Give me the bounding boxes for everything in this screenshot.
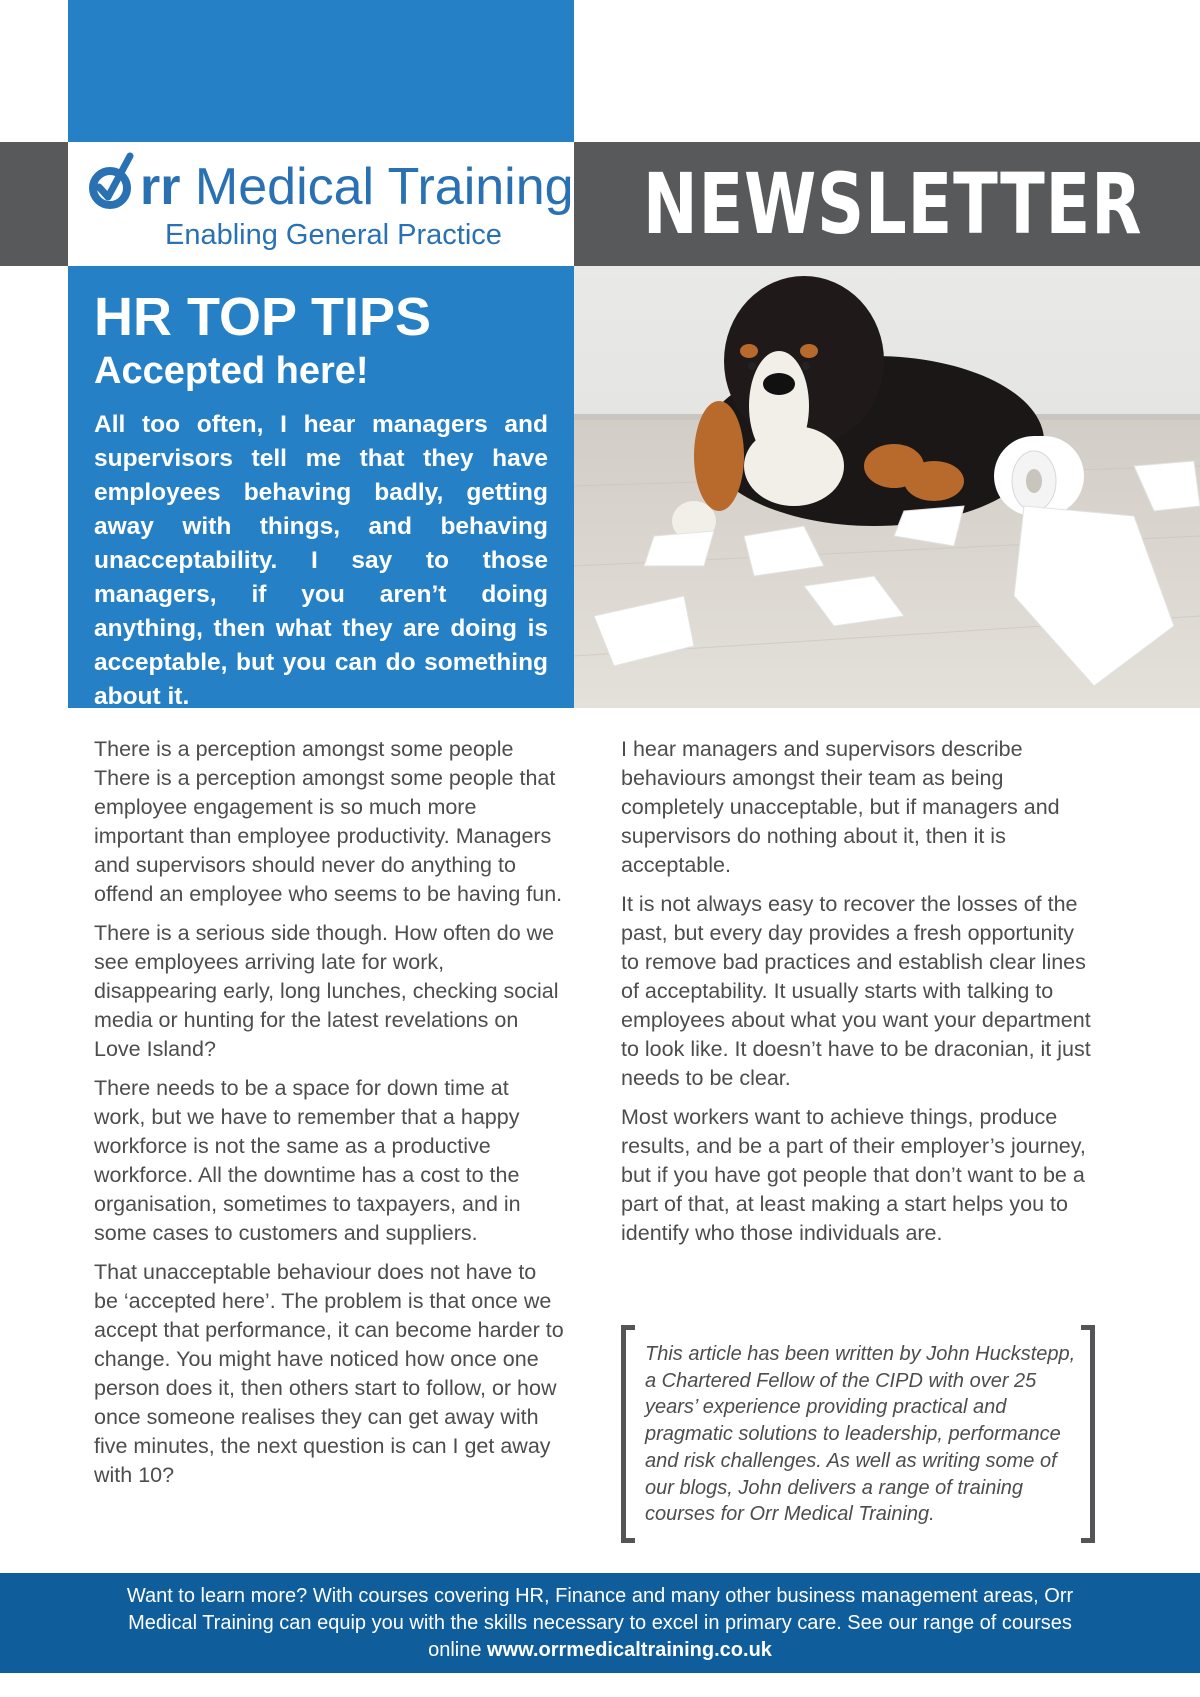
brand-tagline: Enabling General Practice — [165, 219, 502, 251]
hero-subtitle: Accepted here! — [94, 350, 369, 392]
article-paragraph: Most workers want to achieve things, produce results, and be a part of their employer’s journey, but if you have got people that don’t want to be a part of that, at least making a start helps you to identify who those individuals are. — [621, 1105, 1086, 1245]
author-note: This article has been written by John Huckstepp, a Chartered Fellow of the CIPD with over 25 years’ experience providing practical and pragmatic solutions to leadership, performance and risk challenges. As well as writing some of our blogs, John delivers a range of training courses for Orr Medical Training. — [645, 1343, 1076, 1526]
hero-intro: All too often, I hear managers and supervisors tell me that they have employees behaving badly, getting away with things, and behaving unacceptability. I say to those managers, if you aren’t doing anything, then what they are doing is acceptable, but you can do something about it. — [94, 411, 548, 710]
header-grey-band-left — [0, 142, 68, 266]
newsletter-title: NEWSLETTER — [642, 155, 1143, 253]
article-paragraph: There is a perception amongst some people There is a perception amongst some people that employee engagement is so much more important than employee productivity. Managers and supervisors should never do anything to offend an employee who seems to be having fun. — [94, 737, 563, 906]
article-paragraph: It is not always easy to recover the losses of the past, but every day provides a fresh opportunity to remove bad practices and establish clear lines of acceptability. It usually starts with talking to employees about what you want your department to look like. It doesn’t have to be draconian, it just needs to be clear. — [621, 892, 1091, 1090]
hero-title: HR TOP TIPS — [94, 287, 432, 347]
bernese-puppy-with-toilet-paper-photo — [574, 266, 1200, 708]
article-paragraph: That unacceptable behaviour does not have to be ‘accepted here’. The problem is that once we accept that performance, it can become harder to change. You might have noticed how once one person does it, then others start to follow, or how once someone realises they can get away with five minutes, the next question is can I get away with 10? — [94, 1260, 564, 1487]
article-paragraph: I hear managers and supervisors describe behaviours amongst their team as being completely unacceptable, but if managers and supervisors do nothing about it, then it is acceptable. — [621, 737, 1060, 877]
brand-name-rest: Medical Training — [180, 158, 574, 216]
article-paragraph: There needs to be a space for down time at work, but we have to remember that a happy workforce is not the same as a productive workforce. All the downtime has a cost to the organisation, sometimes to taxpayers, and in some cases to customers and suppliers. — [94, 1076, 521, 1245]
checkmark-o-logo-icon — [86, 152, 146, 214]
quote-bracket-left — [621, 1325, 635, 1543]
footer-text — [110, 1583, 1090, 1664]
header-blue-block — [68, 0, 574, 142]
article-paragraph: There is a serious side though. How often do we see employees arriving late for work, disappearing early, long lunches, checking social media or hunting for the latest revelations on Love Island? — [94, 921, 559, 1061]
brand-name — [140, 158, 574, 216]
brand-name-bold: rr — [140, 158, 181, 216]
article-column-left — [94, 735, 564, 1500]
footer-website-link[interactable]: www.orrmedicaltraining.co.uk — [487, 1639, 772, 1661]
footer-message: Want to learn more? With courses covering HR, Finance and many other business management areas, Orr Medical Training can equip you with the skills necessary to excel in primary care. See our range of courses online — [126, 1585, 1074, 1661]
article-column-right — [621, 735, 1091, 1258]
